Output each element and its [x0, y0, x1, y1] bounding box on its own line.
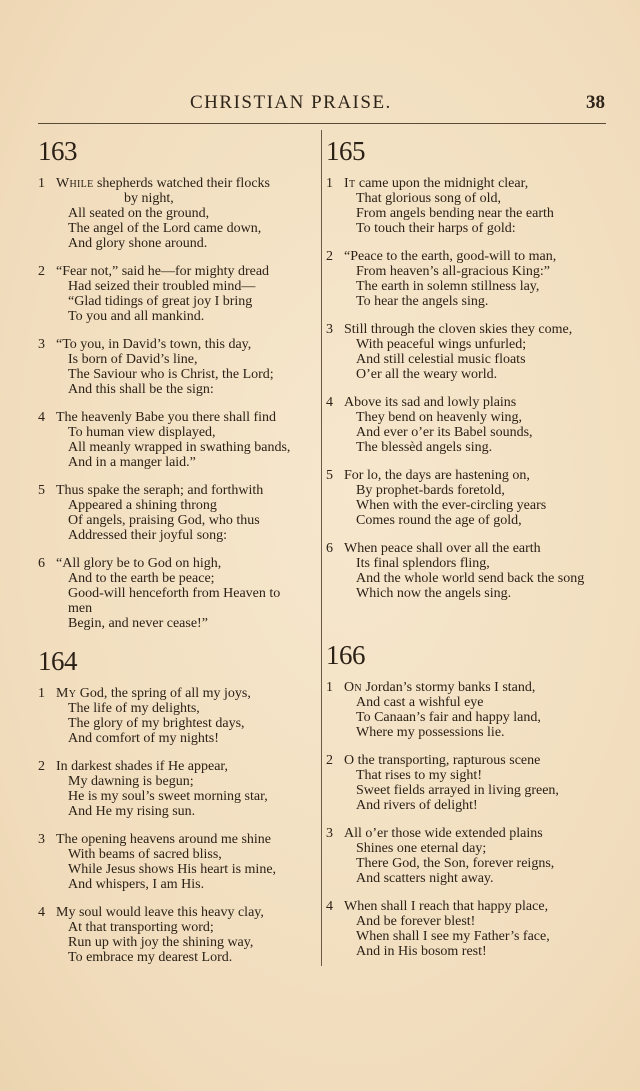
stanza-line: To hear the angels sing. — [356, 294, 489, 309]
stanza-line: And still celestial music floats — [356, 352, 526, 367]
stanza-line: Of angels, praising God, who thus — [68, 513, 260, 528]
stanza-line: Had seized their troubled mind— — [68, 279, 256, 294]
stanza-4 — [38, 905, 314, 965]
stanza-2 — [326, 249, 602, 309]
stanza-number: 1 — [38, 686, 45, 701]
stanza-first-line: My God, the spring of all my joys, — [56, 686, 251, 701]
stanza-line: When shall I see my Father’s face, — [356, 929, 550, 944]
stanza-line: And comfort of my nights! — [68, 731, 219, 746]
stanza-first-line: In darkest shades if He appear, — [56, 759, 229, 774]
stanza-number: 2 — [326, 753, 333, 768]
stanza-5 — [38, 483, 314, 543]
stanza-line: My dawning is begun; — [68, 774, 194, 789]
stanza-6 — [326, 541, 602, 601]
stanza-6 — [38, 556, 314, 631]
stanza-number: 6 — [38, 556, 45, 571]
hymn-163 — [38, 136, 314, 644]
stanza-first-line: Still through the cloven skies they come, — [344, 322, 573, 337]
stanza-3 — [38, 337, 314, 397]
stanza-first-line: When shall I reach that happy place, — [344, 899, 549, 914]
stanza-line: Sweet fields arrayed in living green, — [356, 783, 559, 798]
stanza-line: Good-will henceforth from Heaven to — [68, 586, 281, 601]
stanza-line: And in His bosom rest! — [356, 944, 487, 959]
stanza-1 — [38, 686, 314, 746]
stanza-line: And the whole world send back the song — [356, 571, 585, 586]
stanza-line: And this shall be the sign: — [68, 382, 214, 397]
stanza-line: By prophet-bards foretold, — [356, 483, 505, 498]
stanza-line: “Glad tidings of great joy I bring — [68, 294, 253, 309]
stanza-first-line: “Peace to the earth, good-will to man, — [344, 249, 557, 264]
stanza-number: 2 — [38, 264, 45, 279]
stanza-line: The Saviour who is Christ, the Lord; — [68, 367, 274, 382]
stanza-line: With peaceful wings unfurled; — [356, 337, 527, 352]
stanza-line: There God, the Son, forever reigns, — [356, 856, 555, 871]
stanza-3 — [38, 832, 314, 892]
stanza-line: And rivers of delight! — [356, 798, 478, 813]
stanza-line: That glorious song of old, — [356, 191, 502, 206]
stanza-line: They bend on heavenly wing, — [356, 410, 523, 425]
stanza-line: Comes round the age of gold, — [356, 513, 522, 528]
stanza-number: 6 — [326, 541, 333, 556]
stanza-number: 1 — [326, 680, 333, 695]
running-head — [0, 92, 640, 116]
stanza-first-line: All o’er those wide extended plains — [344, 826, 543, 841]
stanza-number: 3 — [38, 832, 45, 847]
stanza-first-line: It came upon the midnight clear, — [344, 176, 529, 191]
stanza-line: Addressed their joyful song: — [68, 528, 228, 543]
stanza-line: At that transporting word; — [68, 920, 214, 935]
stanza-line: Shines one eternal day; — [356, 841, 487, 856]
hymn-166 — [326, 640, 602, 972]
stanza-line: And He my rising sun. — [68, 804, 196, 819]
stanza-first-line: When peace shall over all the earth — [344, 541, 541, 556]
stanza-4 — [326, 899, 602, 959]
stanza-first-line: “Fear not,” said he—for mighty dread — [56, 264, 270, 279]
stanza-3 — [326, 322, 602, 382]
stanza-line: While Jesus shows His heart is mine, — [68, 862, 277, 877]
stanza-number: 4 — [326, 395, 333, 410]
column-divider — [321, 130, 322, 966]
stanza-line: To embrace my dearest Lord. — [68, 950, 233, 965]
stanza-line: From heaven’s all-gracious King:” — [356, 264, 551, 279]
stanza-line: From angels bending near the earth — [356, 206, 554, 221]
stanza-line: And cast a wishful eye — [356, 695, 484, 710]
stanza-line: And be forever blest! — [356, 914, 476, 929]
stanza-first-line: O the transporting, rapturous scene — [344, 753, 541, 768]
stanza-1 — [38, 176, 314, 251]
stanza-number: 1 — [38, 176, 45, 191]
stanza-4 — [38, 410, 314, 470]
stanza-first-line: “To you, in David’s town, this day, — [56, 337, 252, 352]
stanza-line: All seated on the ground, — [68, 206, 210, 221]
stanza-number: 1 — [326, 176, 333, 191]
stanza-line: The blessèd angels sing. — [356, 440, 493, 455]
stanza-line: Which now the angels sing. — [356, 586, 512, 601]
hymn-number: 166 — [326, 640, 365, 670]
stanza-number: 4 — [326, 899, 333, 914]
page-number: 38 — [586, 92, 605, 113]
stanza-line: And scatters night away. — [356, 871, 494, 886]
stanza-3 — [326, 826, 602, 886]
stanza-number: 4 — [38, 410, 45, 425]
stanza-2 — [38, 759, 314, 819]
hymn-number: 165 — [326, 136, 365, 166]
header-rule — [38, 123, 606, 124]
stanza-line: Begin, and never cease!” — [68, 616, 208, 631]
stanza-number: 3 — [326, 826, 333, 841]
stanza-line: Its final splendors fling, — [356, 556, 490, 571]
stanza-line: And to the earth be peace; — [68, 571, 215, 586]
stanza-number: 5 — [326, 468, 333, 483]
stanza-line: Is born of David’s line, — [68, 352, 198, 367]
stanza-number: 4 — [38, 905, 45, 920]
running-title: CHRISTIAN PRAISE. — [190, 92, 392, 113]
stanza-2 — [326, 753, 602, 813]
stanza-line: He is my soul’s sweet morning star, — [68, 789, 268, 804]
stanza-line: The life of my delights, — [68, 701, 200, 716]
stanza-4 — [326, 395, 602, 455]
stanza-line: And in a manger laid.” — [68, 455, 196, 470]
stanza-line: And ever o’er its Babel sounds, — [356, 425, 533, 440]
stanza-line: Run up with joy the shining way, — [68, 935, 254, 950]
stanza-line: men — [68, 601, 93, 616]
stanza-number: 2 — [38, 759, 45, 774]
stanza-line: And glory shone around. — [68, 236, 208, 251]
stanza-line: That rises to my sight! — [356, 768, 482, 783]
stanza-line: To you and all mankind. — [68, 309, 205, 324]
stanza-first-line: Above its sad and lowly plains — [344, 395, 517, 410]
hymn-number: 163 — [38, 136, 77, 166]
stanza-line: To human view displayed, — [68, 425, 216, 440]
stanza-first-line: On Jordan’s stormy banks I stand, — [344, 680, 536, 695]
stanza-line: And whispers, I am His. — [68, 877, 205, 892]
stanza-2 — [38, 264, 314, 324]
stanza-first-line: My soul would leave this heavy clay, — [56, 905, 264, 920]
stanza-number: 3 — [326, 322, 333, 337]
stanza-first-line: Thus spake the seraph; and forthwith — [56, 483, 264, 498]
stanza-line: To Canaan’s fair and happy land, — [356, 710, 541, 725]
stanza-first-line: While shepherds watched their flocks — [56, 176, 270, 191]
stanza-line: The glory of my brightest days, — [68, 716, 245, 731]
stanza-number: 3 — [38, 337, 45, 352]
stanza-line: With beams of sacred bliss, — [68, 847, 222, 862]
stanza-1 — [326, 680, 602, 740]
stanza-number: 5 — [38, 483, 45, 498]
stanza-line: The angel of the Lord came down, — [68, 221, 262, 236]
stanza-line: by night, — [124, 191, 174, 206]
stanza-line: When with the ever-circling years — [356, 498, 547, 513]
stanza-number: 2 — [326, 249, 333, 264]
stanza-line: To touch their harps of gold: — [356, 221, 516, 236]
stanza-first-line: The heavenly Babe you there shall find — [56, 410, 277, 425]
hymn-165 — [326, 136, 602, 614]
stanza-line: The earth in solemn stillness lay, — [356, 279, 540, 294]
hymn-number: 164 — [38, 646, 77, 676]
stanza-line: O’er all the weary world. — [356, 367, 498, 382]
stanza-line: Appeared a shining throng — [68, 498, 217, 513]
stanza-first-line: The opening heavens around me shine — [56, 832, 271, 847]
stanza-line: All meanly wrapped in swathing bands, — [68, 440, 291, 455]
stanza-line: Where my possessions lie. — [356, 725, 505, 740]
stanza-first-line: “All glory be to God on high, — [56, 556, 222, 571]
stanza-5 — [326, 468, 602, 528]
stanza-1 — [326, 176, 602, 236]
hymn-164 — [38, 646, 314, 978]
stanza-first-line: For lo, the days are hastening on, — [344, 468, 530, 483]
